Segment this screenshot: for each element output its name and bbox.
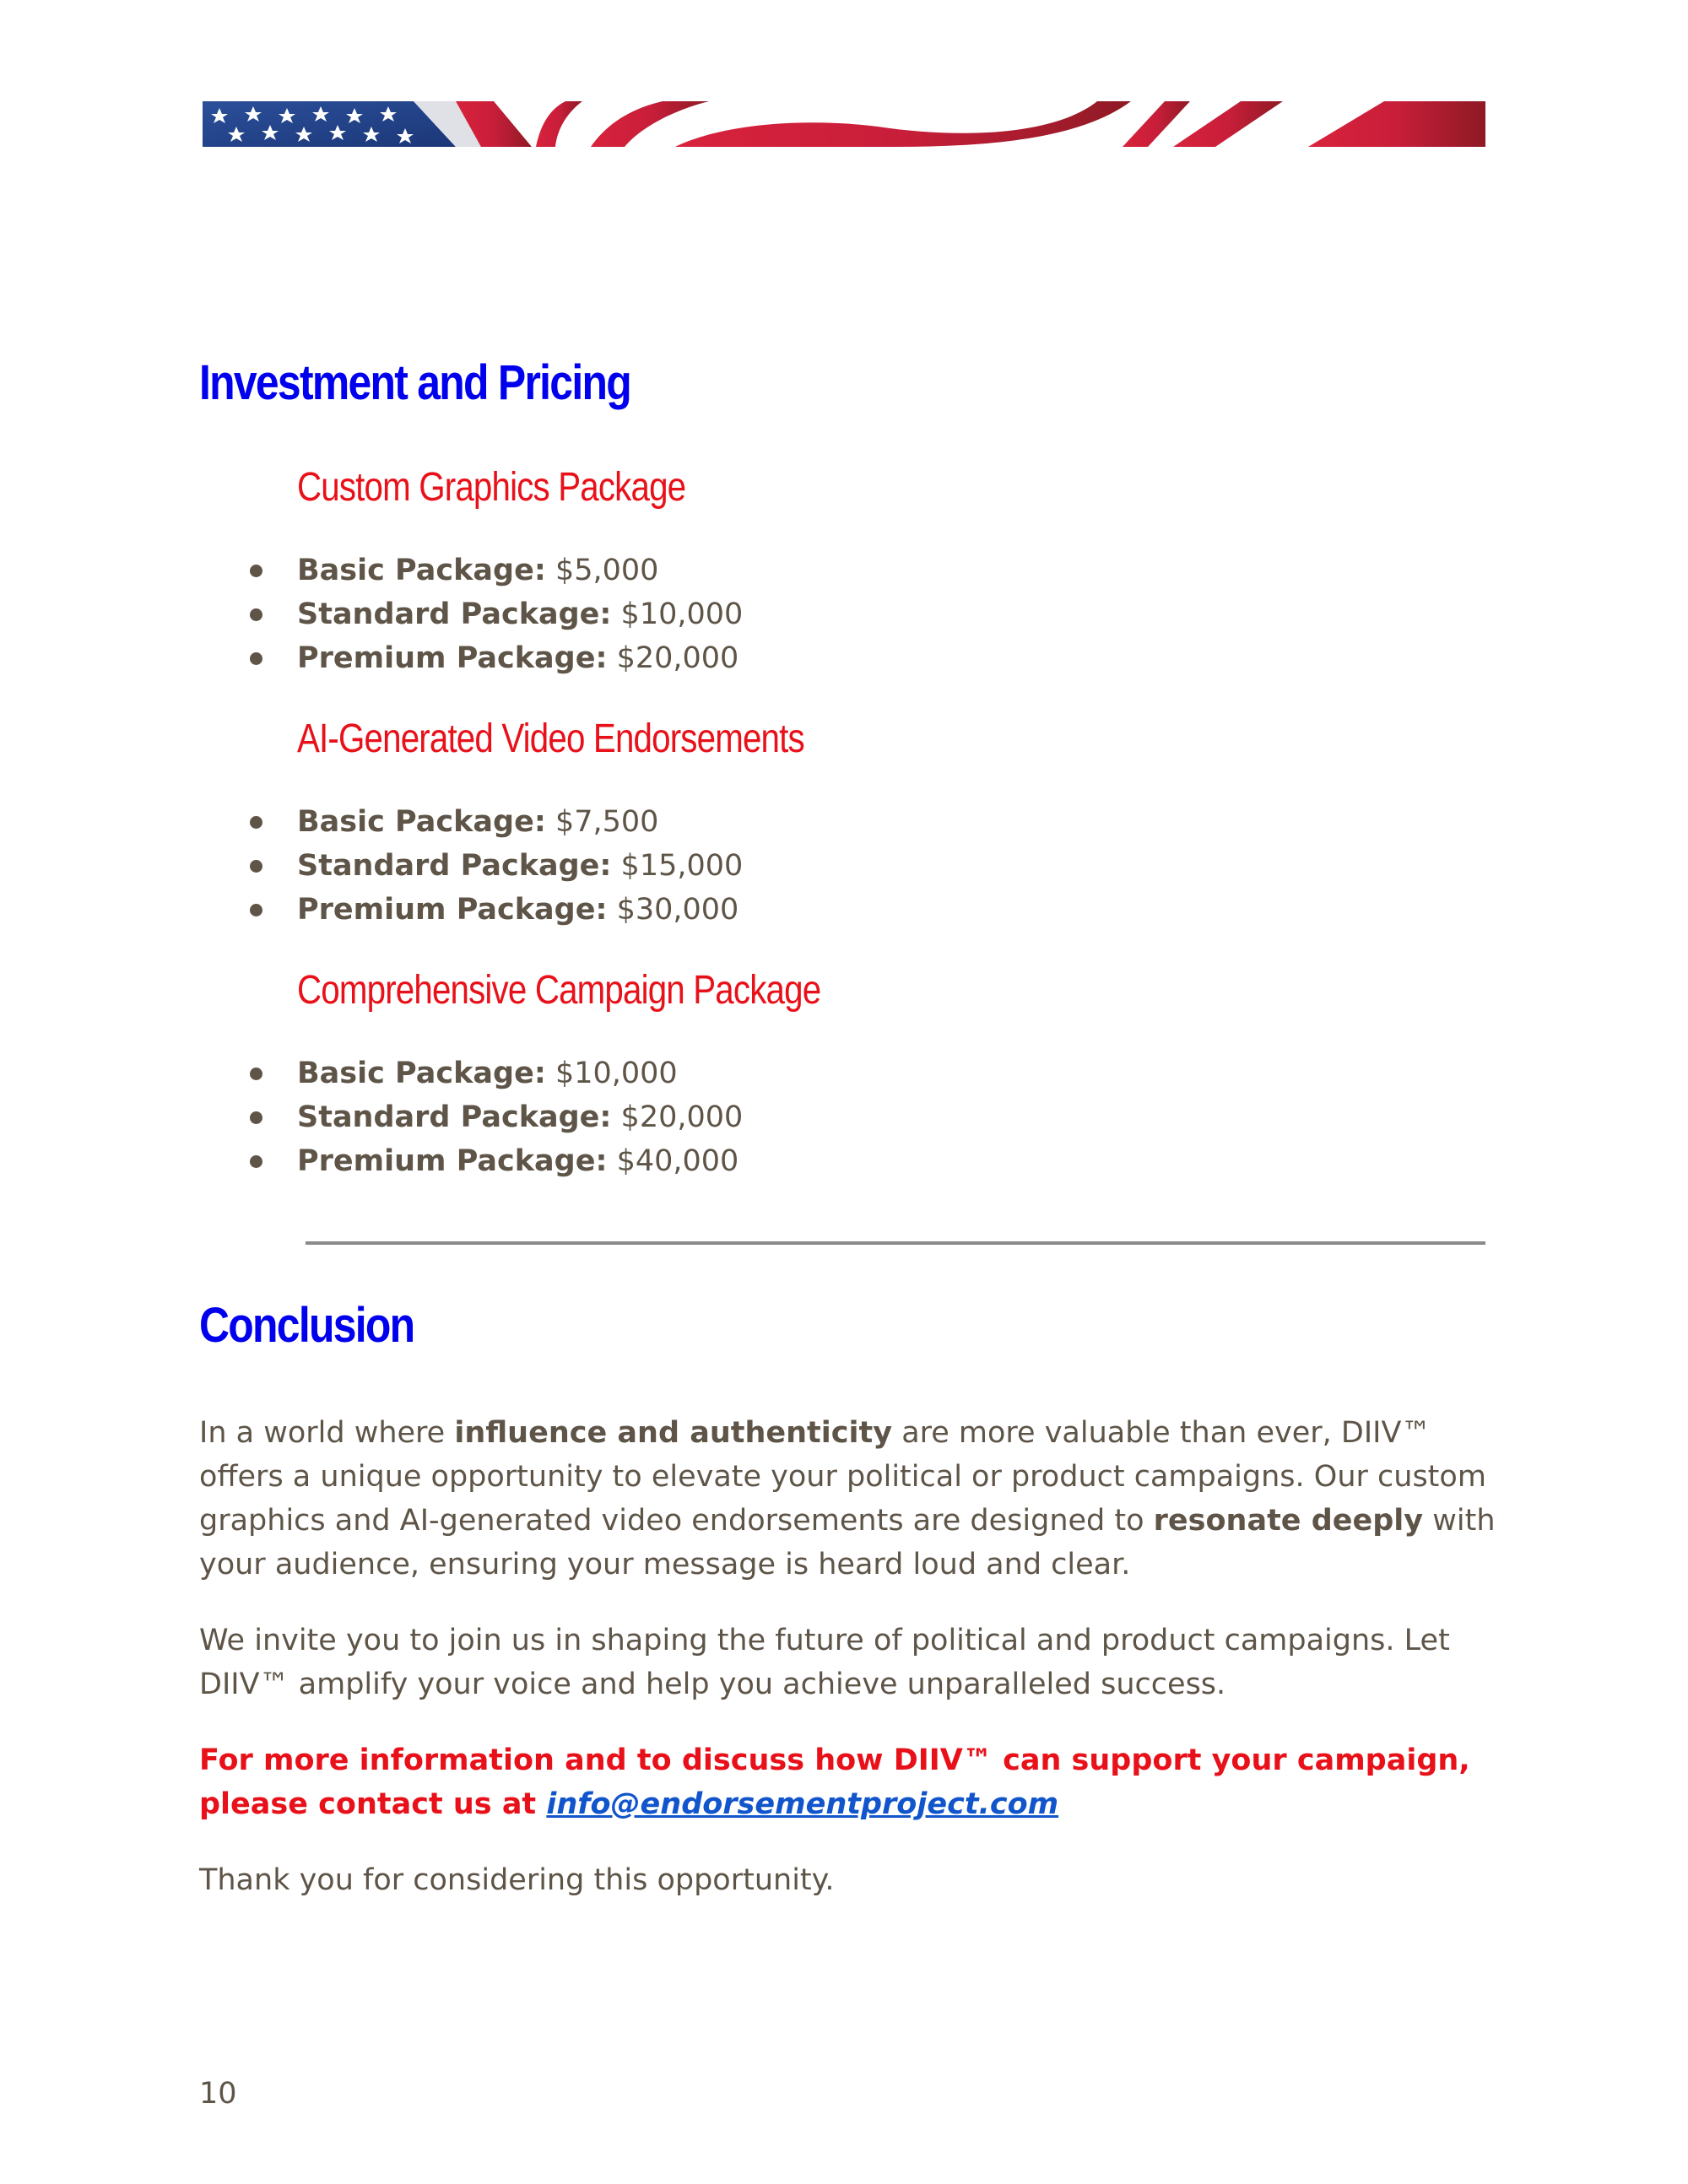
bullet-icon	[250, 1068, 262, 1080]
list-item: Basic Package: $5,000	[297, 549, 743, 592]
bullet-icon	[250, 816, 262, 829]
flag-banner-graphic	[203, 101, 1485, 147]
bullet-icon	[250, 1155, 262, 1168]
pricing-heading: Investment and Pricing	[199, 355, 630, 410]
ai-video-heading: AI-Generated Video Endorsements	[297, 716, 804, 761]
bullet-icon	[250, 860, 262, 873]
conclusion-paragraph-1: In a world where influence and authenticity are more valuable than ever, DIIV™ offers a unique opportunity to elevate your political or product campaigns. Our custom graphics and AI-generated video endorsements are designed to resonate deeply with your audience, ensuring your message is heard loud and clear.	[199, 1416, 1496, 1581]
flag-banner	[203, 101, 1485, 147]
list-item: Standard Package: $15,000	[297, 844, 743, 888]
bullet-icon	[250, 1111, 262, 1124]
list-item: Standard Package: $10,000	[297, 592, 743, 636]
bullet-icon	[250, 565, 262, 577]
bullet-icon	[250, 608, 262, 621]
contact-email-link[interactable]: info@endorsementproject.com	[546, 1787, 1059, 1821]
conclusion-paragraph-2: We invite you to join us in shaping the future of political and product campaigns. Let DIIV™ amplify your voice and help you achieve unparalleled success.	[199, 1624, 1450, 1701]
list-item: Basic Package: $7,500	[297, 800, 743, 844]
custom-graphics-price-list	[297, 549, 743, 680]
comprehensive-heading: Comprehensive Campaign Package	[297, 968, 821, 1013]
list-item: Premium Package: $20,000	[297, 636, 743, 680]
custom-graphics-heading: Custom Graphics Package	[297, 465, 686, 510]
comprehensive-price-list	[297, 1051, 743, 1183]
list-item: Premium Package: $40,000	[297, 1139, 743, 1183]
bullet-icon	[250, 904, 262, 916]
ai-video-price-list	[297, 800, 743, 932]
list-item: Standard Package: $20,000	[297, 1095, 743, 1139]
conclusion-heading: Conclusion	[199, 1298, 414, 1353]
section-divider	[306, 1241, 1485, 1245]
list-item: Premium Package: $30,000	[297, 888, 743, 932]
contact-paragraph: For more information and to discuss how DIIV™ can support your campaign, please contact us at info@endorsementproject.com	[199, 1743, 1470, 1821]
bullet-icon	[250, 652, 262, 665]
page-number: 10	[199, 2077, 237, 2111]
list-item: Basic Package: $10,000	[297, 1051, 743, 1095]
thank-you-paragraph: Thank you for considering this opportunity.	[199, 1863, 835, 1897]
